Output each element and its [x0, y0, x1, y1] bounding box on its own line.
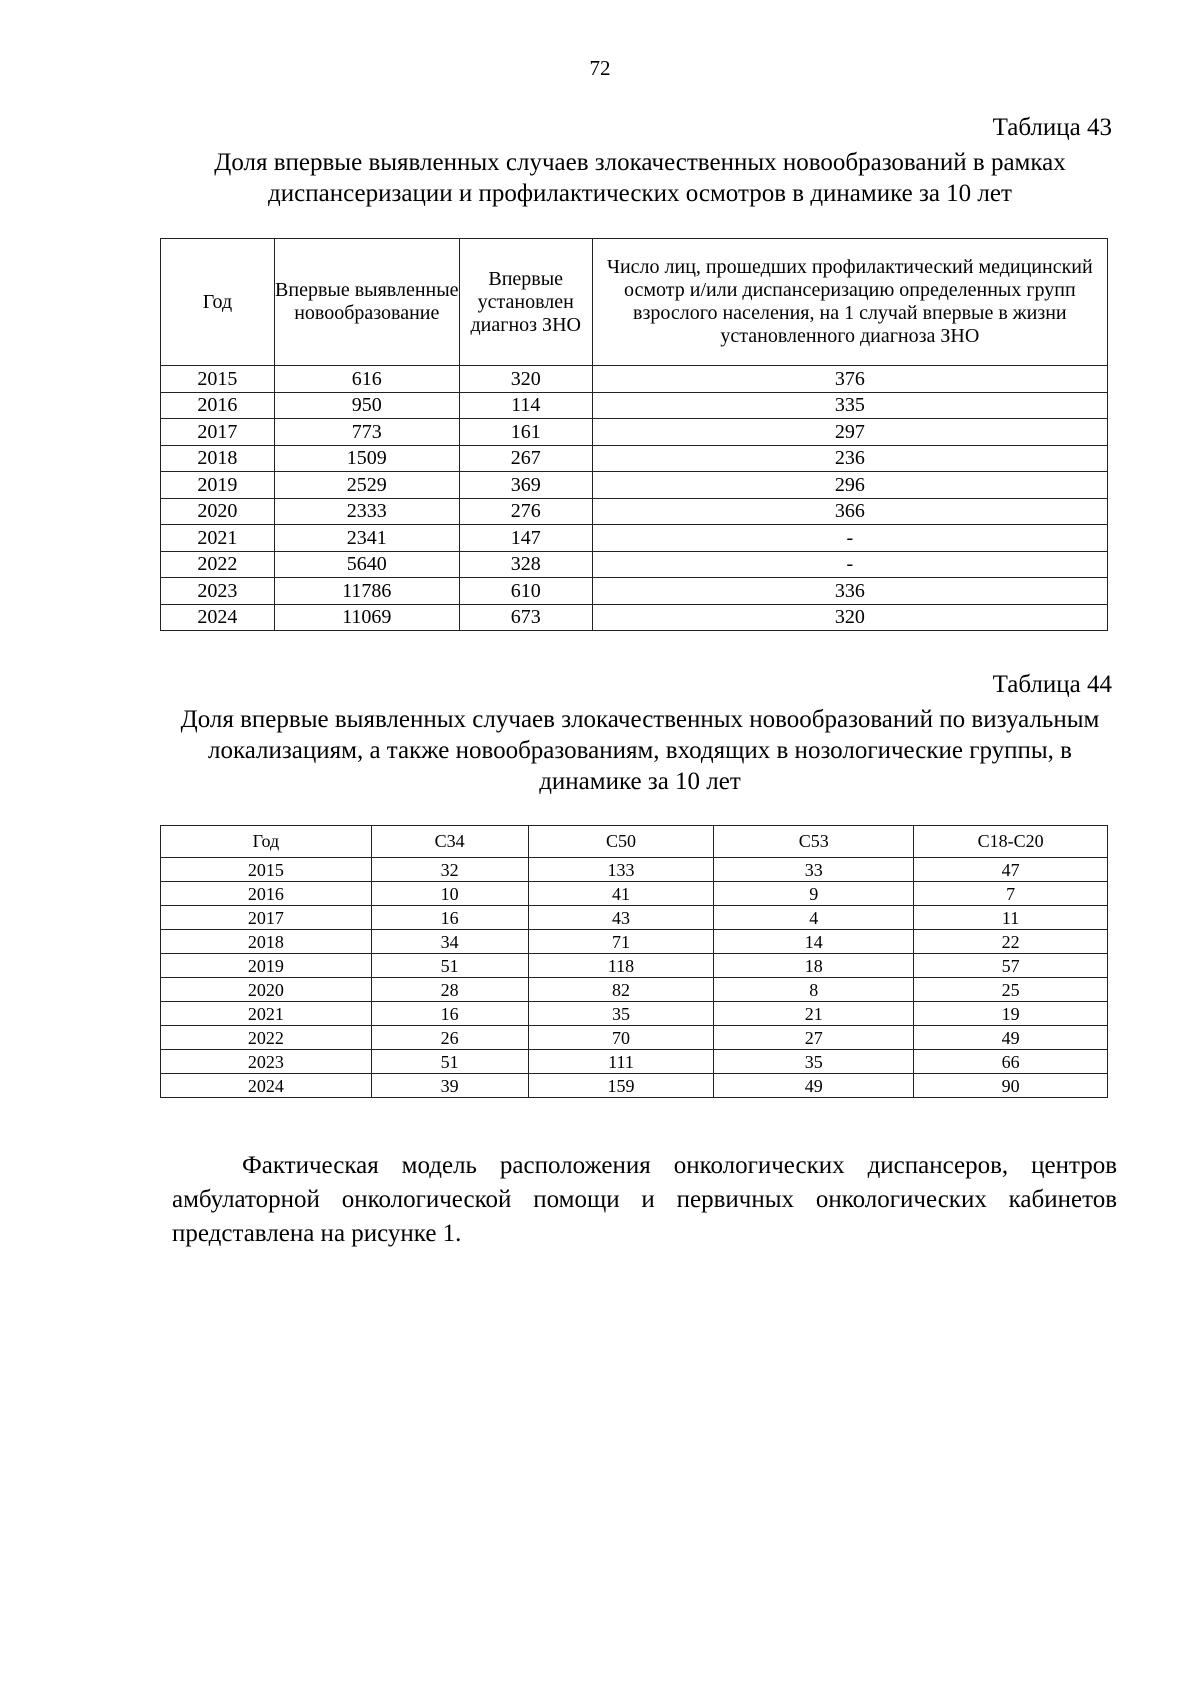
table-row	[161, 551, 1108, 578]
cell: 70	[528, 1026, 714, 1050]
table-row	[161, 882, 1108, 906]
cell: 19	[914, 1002, 1108, 1026]
cell: 616	[274, 366, 459, 393]
cell: 111	[528, 1050, 714, 1074]
body-paragraph: Фактическая модель расположения онкологических диспансеров, центров амбулаторной онкологической помощи и первичных онкологических кабинетов представлена на рисунке 1.	[172, 1152, 1117, 1247]
cell: 2022	[161, 1026, 372, 1050]
cell: 335	[592, 392, 1107, 419]
cell: 673	[459, 604, 592, 631]
cell: 22	[914, 930, 1108, 954]
cell: 2529	[274, 472, 459, 499]
table-row	[161, 525, 1108, 552]
cell: 2015	[161, 858, 372, 882]
cell: 16	[371, 1002, 528, 1026]
table-row	[161, 954, 1108, 978]
cell: 2024	[161, 604, 275, 631]
cell: 376	[592, 366, 1107, 393]
cell: 114	[459, 392, 592, 419]
cell: 2020	[161, 978, 372, 1002]
cell: 5640	[274, 551, 459, 578]
table-row	[161, 978, 1108, 1002]
cell: 2016	[161, 882, 372, 906]
header-year: Год	[161, 826, 372, 858]
cell: 2021	[161, 1002, 372, 1026]
cell: 71	[528, 930, 714, 954]
table-43-title: Доля впервые выявленных случаев злокачественных новообразований в рамках диспансеризации и профилактических осмотров в динамике за 10 лет	[214, 149, 1066, 207]
table-row	[161, 1026, 1108, 1050]
table-44-header-row	[161, 826, 1108, 858]
cell: 14	[714, 930, 914, 954]
cell: 33	[714, 858, 914, 882]
cell: 11	[914, 906, 1108, 930]
cell: 49	[714, 1074, 914, 1098]
table-row	[161, 366, 1108, 393]
cell: 320	[459, 366, 592, 393]
cell: -	[592, 551, 1107, 578]
cell: 2019	[161, 954, 372, 978]
table-row	[161, 906, 1108, 930]
cell: 118	[528, 954, 714, 978]
cell: 18	[714, 954, 914, 978]
cell: 276	[459, 498, 592, 525]
cell: 26	[371, 1026, 528, 1050]
cell: 2017	[161, 419, 275, 446]
table-44-title: Доля впервые выявленных случаев злокачественных новообразований по визуальным локализациям, а также новообразованиям, входящих в нозологические группы, в динамике за 10 лет	[180, 706, 1100, 795]
cell: 267	[459, 445, 592, 472]
cell: 49	[914, 1026, 1108, 1050]
cell: 2023	[161, 1050, 372, 1074]
cell: 2021	[161, 525, 275, 552]
cell: 25	[914, 978, 1108, 1002]
cell: 2341	[274, 525, 459, 552]
header-c18-c20: С18-С20	[914, 826, 1108, 858]
table-row	[161, 1050, 1108, 1074]
cell: 236	[592, 445, 1107, 472]
table-row	[161, 930, 1108, 954]
cell: 366	[592, 498, 1107, 525]
header-c34: С34	[371, 826, 528, 858]
cell: 35	[714, 1050, 914, 1074]
cell: 10	[371, 882, 528, 906]
cell: 11069	[274, 604, 459, 631]
table-43-label: Таблица 43	[992, 114, 1112, 141]
table-row	[161, 392, 1108, 419]
table-row	[161, 578, 1108, 605]
table-44	[160, 825, 1108, 1098]
cell: 4	[714, 906, 914, 930]
cell: 336	[592, 578, 1107, 605]
cell: 32	[371, 858, 528, 882]
header-new-neoplasms: Впервые выявленные новообразование	[274, 239, 459, 366]
cell: 16	[371, 906, 528, 930]
cell: 2022	[161, 551, 275, 578]
header-persons-per-case: Число лиц, прошедших профилактический медицинский осмотр и/или диспансеризацию определенных групп взрослого населения, на 1 случай впервые в жизни установленного диагноза ЗНО	[592, 239, 1107, 366]
cell: 1509	[274, 445, 459, 472]
cell: 147	[459, 525, 592, 552]
table-44-label: Таблица 44	[992, 671, 1112, 698]
cell: 41	[528, 882, 714, 906]
cell: 34	[371, 930, 528, 954]
header-c53: С53	[714, 826, 914, 858]
cell: 2024	[161, 1074, 372, 1098]
header-zno-diagnosis: Впервые установлен диагноз ЗНО	[459, 239, 592, 366]
cell: 82	[528, 978, 714, 1002]
cell: 90	[914, 1074, 1108, 1098]
cell: 610	[459, 578, 592, 605]
cell: 47	[914, 858, 1108, 882]
cell: 133	[528, 858, 714, 882]
cell: 2019	[161, 472, 275, 499]
cell: 159	[528, 1074, 714, 1098]
cell: 51	[371, 1050, 528, 1074]
cell: 11786	[274, 578, 459, 605]
table-row	[161, 419, 1108, 446]
cell: 2020	[161, 498, 275, 525]
cell: 296	[592, 472, 1107, 499]
table-43-header-row	[161, 239, 1108, 366]
cell: 28	[371, 978, 528, 1002]
header-c50: С50	[528, 826, 714, 858]
cell: 328	[459, 551, 592, 578]
cell: 369	[459, 472, 592, 499]
table-row	[161, 498, 1108, 525]
cell: 2015	[161, 366, 275, 393]
page-number: 72	[589, 56, 611, 80]
cell: 21	[714, 1002, 914, 1026]
cell: 66	[914, 1050, 1108, 1074]
table-row	[161, 472, 1108, 499]
cell: 2018	[161, 930, 372, 954]
table-row	[161, 858, 1108, 882]
cell: 8	[714, 978, 914, 1002]
cell: 2018	[161, 445, 275, 472]
table-row	[161, 445, 1108, 472]
cell: 39	[371, 1074, 528, 1098]
cell: 43	[528, 906, 714, 930]
table-row	[161, 604, 1108, 631]
cell: 27	[714, 1026, 914, 1050]
cell: 51	[371, 954, 528, 978]
cell: 773	[274, 419, 459, 446]
table-43	[160, 238, 1108, 631]
cell: -	[592, 525, 1107, 552]
cell: 161	[459, 419, 592, 446]
table-row	[161, 1074, 1108, 1098]
cell: 57	[914, 954, 1108, 978]
cell: 950	[274, 392, 459, 419]
table-row	[161, 1002, 1108, 1026]
cell: 9	[714, 882, 914, 906]
cell: 35	[528, 1002, 714, 1026]
cell: 2016	[161, 392, 275, 419]
header-year: Год	[161, 239, 275, 366]
cell: 7	[914, 882, 1108, 906]
cell: 297	[592, 419, 1107, 446]
cell: 2333	[274, 498, 459, 525]
cell: 320	[592, 604, 1107, 631]
cell: 2017	[161, 906, 372, 930]
cell: 2023	[161, 578, 275, 605]
